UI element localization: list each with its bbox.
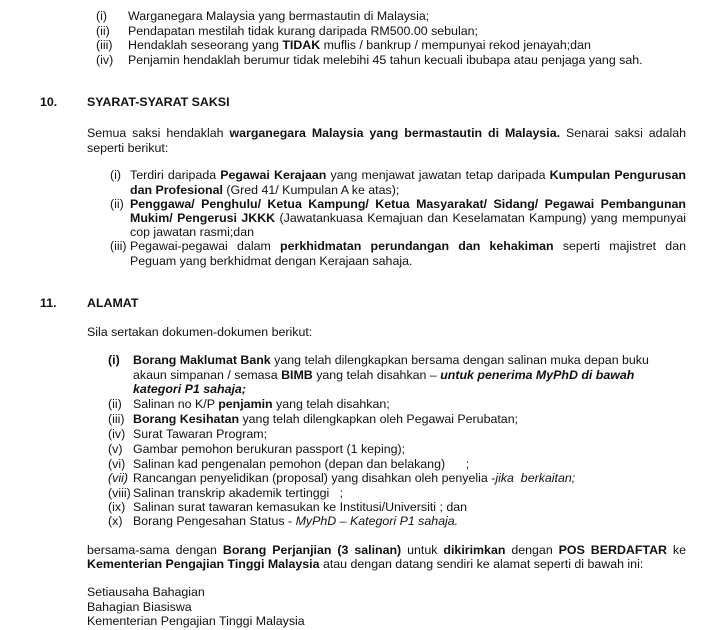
doc-item-num-6: (vi): [108, 457, 126, 471]
witness-item-1-line-1: Terdiri daripada Pegawai Kerajaan yang menjawat jawatan tetap daripada Kumpulan Pengurusan: [130, 168, 687, 182]
top-list-text-3: Hendaklah seseorang yang TIDAK muflis / bankrup / mempunyai rekod jenayah;dan: [128, 38, 591, 52]
section-11-intro: Sila sertakan dokumen-dokumen berikut:: [87, 325, 313, 339]
top-list-text-1: Warganegara Malaysia yang bermastautin di Malaysia;: [128, 9, 430, 23]
doc-item-5-text: Gambar pemohon berukuran passport (1 keping);: [133, 442, 406, 456]
doc-item-3-text: Borang Kesihatan yang telah dilengkapkan oleh Pegawai Perubatan;: [133, 412, 519, 426]
doc-item-2-text: Salinan no K/P penjamin yang telah disahkan;: [133, 397, 390, 411]
address-line-1: Setiausaha Bahagian: [87, 585, 205, 599]
doc-item-num-8: (viii): [108, 486, 131, 500]
doc-item-num-4: (iv): [108, 427, 126, 441]
witness-item-num-3: (iii): [110, 239, 127, 253]
doc-item-7-text: Rancangan penyelidikan (proposal) yang disahkan oleh penyelia -jika berkaitan;: [133, 471, 576, 485]
doc-item-6-text: Salinan kad pengenalan pemohon (depan dan belakang) ;: [133, 457, 470, 471]
doc-item-1-line-1: Borang Maklumat Bank yang telah dilengkapkan bersama dengan salinan muka depan buku: [133, 353, 649, 367]
doc-item-num-5: (v): [108, 442, 123, 456]
doc-item-num-3: (iii): [108, 412, 125, 426]
witness-item-3-line-2: Peguam yang berkhidmat dengan Kerajaan sahaja.: [130, 254, 413, 268]
closing-line-2: Kementerian Pengajian Tinggi Malaysia atau dengan datang sendiri ke alamat seperti di bawah ini:: [87, 557, 644, 571]
top-list-text-4: Penjamin hendaklah berumur tidak melebihi 45 tahun kecuali ibubapa atau penjaga yang sah.: [128, 53, 643, 67]
doc-item-num-1: (i): [108, 353, 120, 367]
section-10-title: SYARAT-SYARAT SAKSI: [87, 95, 230, 109]
top-list-num-4: (iv): [96, 53, 114, 67]
doc-item-4-text: Surat Tawaran Program;: [133, 427, 268, 441]
witness-item-2-line-2: Mukim/ Pengerusi JKKK (Jawatankuasa Kemajuan dan Keselamatan Kampung) yang mempunyai: [130, 211, 687, 225]
top-list-num-1: (i): [96, 9, 108, 23]
address-line-3: Kementerian Pengajian Tinggi Malaysia: [87, 614, 305, 628]
witness-item-3-line-1: Pegawai-pegawai dalam perkhidmatan perundangan dan kehakiman seperti majistret dan: [130, 239, 686, 253]
witness-item-2-line-3: cop jawatan rasmi;dan: [130, 225, 254, 239]
witness-item-1-line-2: dan Profesional (Gred 41/ Kumpulan A ke atas);: [130, 183, 400, 197]
doc-item-num-7: (vii): [108, 471, 128, 485]
doc-item-10-text: Borang Pengesahan Status - MyPhD – Kategori P1 sahaja.: [133, 514, 459, 528]
doc-item-num-9: (ix): [108, 500, 126, 514]
section-10-number: 10.: [40, 95, 58, 109]
doc-item-1-line-3: kategori P1 sahaja;: [133, 382, 246, 396]
witness-item-2-line-1: Penggawa/ Penghulu/ Ketua Kampung/ Ketua Masyarakat/ Sidang/ Pegawai Pembangunan: [130, 197, 686, 211]
top-list-num-3: (iii): [96, 38, 113, 52]
doc-item-1-line-2: akaun simpanan / semasa BIMB yang telah disahkan – untuk penerima MyPhD di bawah: [133, 368, 635, 382]
witness-item-num-2: (ii): [110, 197, 124, 211]
witness-item-num-1: (i): [110, 168, 122, 182]
doc-item-9-text: Salinan surat tawaran kemasukan ke Institusi/Universiti ; dan: [133, 500, 468, 514]
section-10-intro-line-2: seperti berikut:: [87, 141, 169, 155]
section-11-number: 11.: [40, 296, 57, 310]
top-list-text-2: Pendapatan mestilah tidak kurang daripada RM500.00 sebulan;: [128, 24, 478, 38]
section-11-title: ALAMAT: [87, 296, 139, 310]
doc-item-8-text: Salinan transkrip akademik tertinggi ;: [133, 486, 344, 500]
doc-item-num-2: (ii): [108, 397, 122, 411]
section-10-intro-line-1: Semua saksi hendaklah warganegara Malaysia yang bermastautin di Malaysia. Senarai saksi adalah: [87, 126, 686, 140]
top-list-num-2: (ii): [96, 24, 110, 38]
address-line-2: Bahagian Biasiswa: [87, 600, 192, 614]
closing-line-1: bersama-sama dengan Borang Perjanjian (3 salinan) untuk dikirimkan dengan POS BERDAFTAR ke: [87, 543, 687, 557]
doc-item-num-10: (x): [108, 514, 123, 528]
